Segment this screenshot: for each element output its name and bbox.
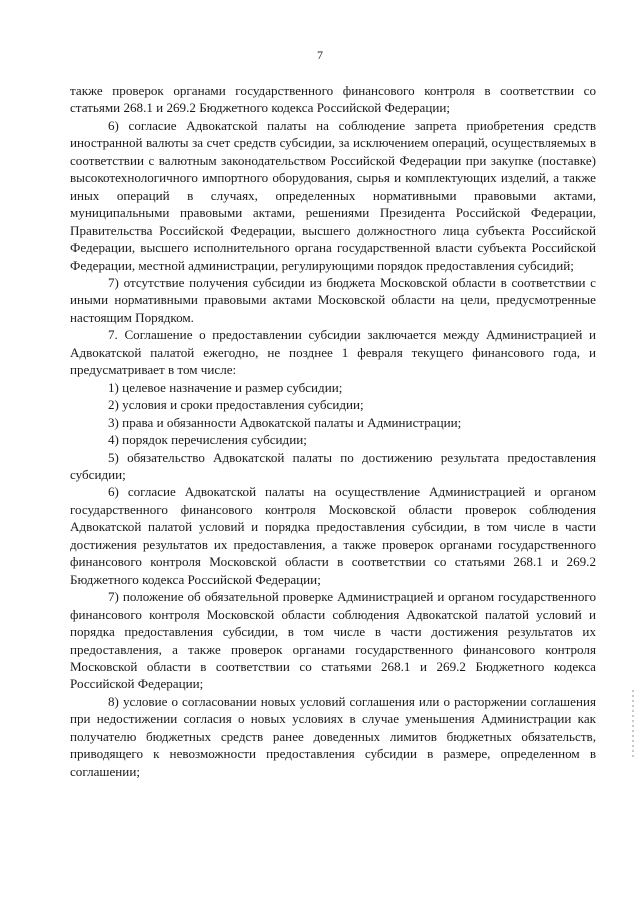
paragraph-continuation: также проверок органами государственного финансового контроля в соответствии со статьями 268.1 и 269.2 Бюджетного кодекса Российской Федерации; [70,83,596,116]
list-item-8: 8) условие о согласовании новых условий соглашения или о расторжении соглашения при недостижении согласия о новых условиях в случае уменьшения Администрации как получателю бюджетных средств ранее доведенных лимитов бюджетных обязательств, приводящего к невозможности предоставления субсидии в размере, определенном в соглашении; [70,693,596,779]
list-item-7: 7) положение об обязательной проверке Администрацией и органом государственного финансового контроля Московской области соблюдения Адвокатской палатой условий и порядка предоставления субсидии, в том числе в части достижения результатов их предоставления, а также проверок органами государственного финансового контроля Московской области в соответствии со статьями 268.1 и 269.2 Бюджетного кодекса Российской Федерации; [70,589,596,692]
list-item-5: 5) обязательство Адвокатской палаты по достижению результата предоставления субсидии; [70,449,596,482]
list-item-3: 3) права и обязанности Адвокатской палаты и Администрации; [108,414,462,430]
list-item-4: 4) порядок перечисления субсидии; [108,432,307,448]
document-body [70,82,596,780]
paragraph-section-7-agreement: 7. Соглашение о предоставлении субсидии заключается между Администрацией и Адвокатской палатой ежегодно, не позднее 1 февраля текущего финансового года, и предусматривает в том числе: [70,327,596,378]
paragraph-item-7-no-other-subsidy: 7) отсутствие получения субсидии из бюджета Московской области в соответствии с иными нормативными правовыми актами Московской области на цели, предусмотренные настоящим Порядком. [70,274,596,325]
list-item-2: 2) условия и сроки предоставления субсидии; [108,397,364,413]
page-number: 7 [317,48,323,62]
list-item-6: 6) согласие Адвокатской палаты на осуществление Администрацией и органом государственного финансового контроля Московской области проверок соблюдения Адвокатской палатой условий и порядка предоставления субсидии, в том числе в части достижения результатов их предоставления, а также проверок органами государственного финансового контроля Московской области в соответствии со статьями 268.1 и 269.2 Бюджетного кодекса Российской Федерации; [70,484,596,587]
scan-artifact [632,690,634,760]
list-item-1: 1) целевое назначение и размер субсидии; [108,379,343,395]
paragraph-item-6-foreign-currency: 6) согласие Адвокатской палаты на соблюдение запрета приобретения средств иностранной валюты за счет средств субсидии, за исключением операций, осуществляемых в соответствии с валютным законодательством Российской Федерации при закупке (поставке) высокотехнологичного импортного оборудования, сырья и комплектующих изделий, а также иных операций в случаях, определенных нормативными правовыми актами, муниципальными правовыми актами, решениями Президента Российской Федерации, Правительства Российской Федерации, высшего должностного лица субъекта Российской Федерации, высшего исполнительного органа государственной власти субъекта Российской Федерации, местной администрации, регулирующими порядок предоставления субсидий; [70,117,596,273]
